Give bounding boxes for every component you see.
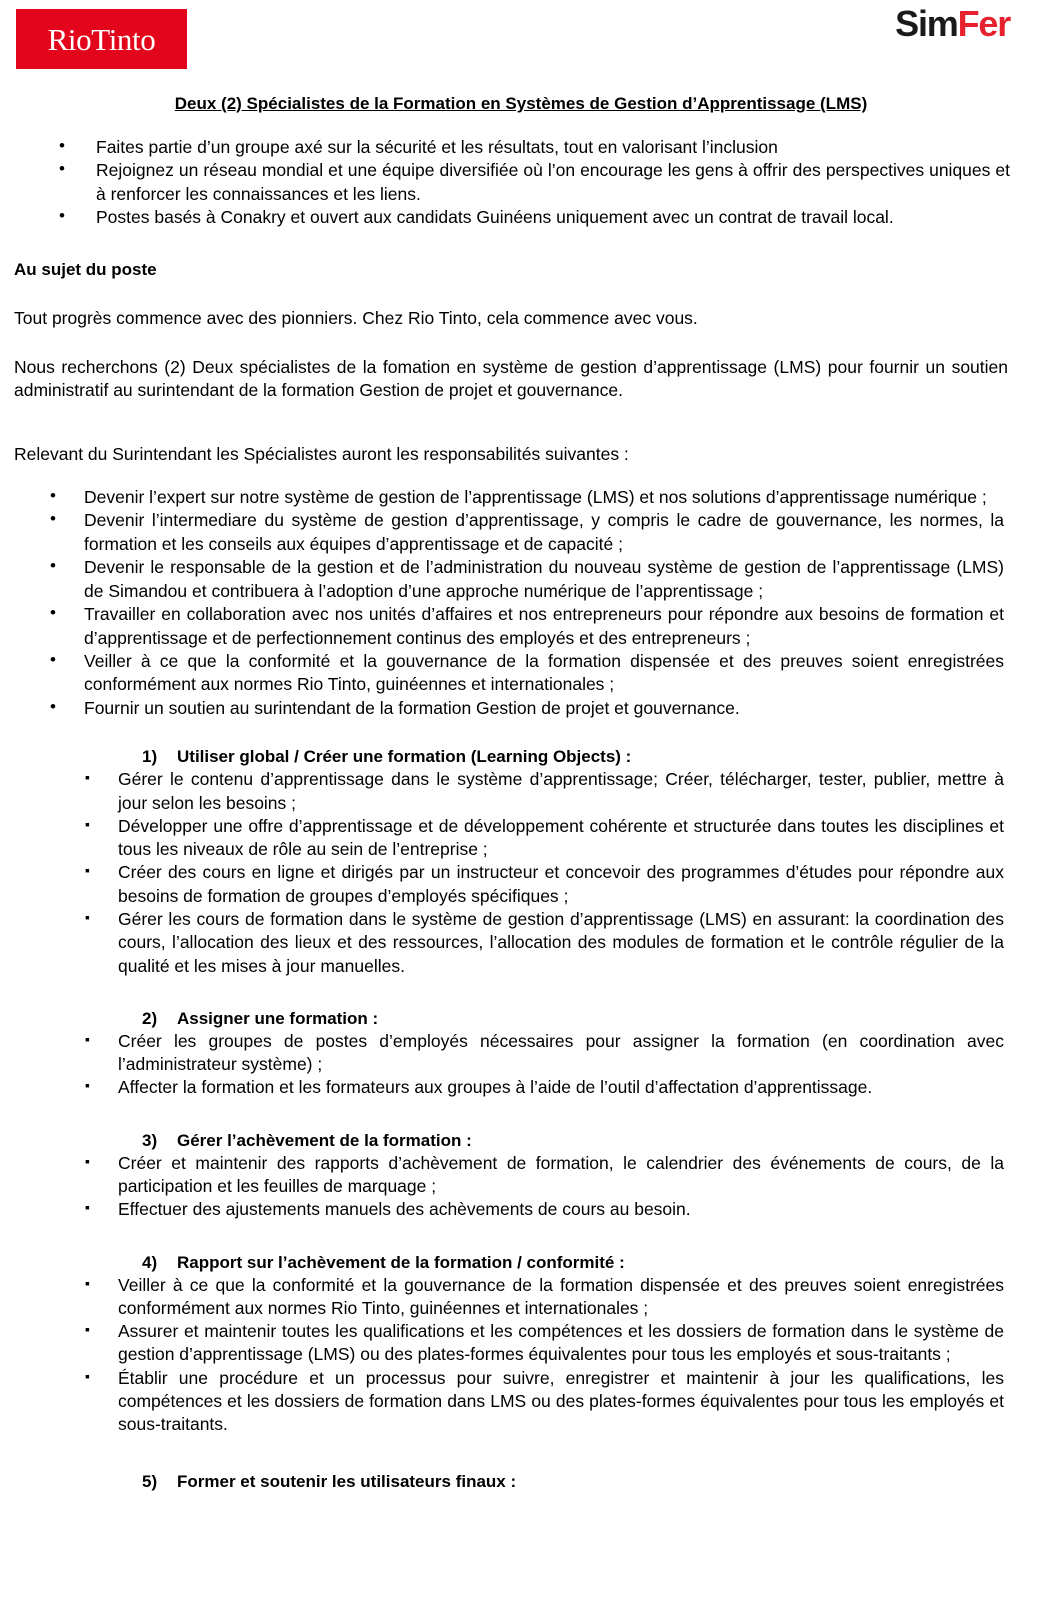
- responsibilities-list: [14, 486, 1028, 720]
- logo-header: [14, 0, 1028, 86]
- numbered-heading-2-number: 2): [142, 1008, 158, 1028]
- list-item: ▪ Effectuer des ajustements manuels des achèvements de cours au besoin.: [14, 1198, 1028, 1221]
- list-item: ▪ Affecter la formation et les formateurs aux groupes à l’aide de l’outil d’affectation d’apprentissage.: [14, 1076, 1028, 1099]
- list-item: • Devenir l’expert sur notre système de gestion de l’apprentissage (LMS) et nos solutions d’apprentissage numérique ;: [14, 486, 1028, 509]
- list-item: ▪ Gérer les cours de formation dans le système de gestion d’apprentissage (LMS) en assurant: la coordination des cours, l’allocation des lieux et des ressources, l’allocation des modules de formation et le contrôle régulier de la qualité et les mises à jour manuelles.: [14, 908, 1028, 978]
- page-title: Deux (2) Spécialistes de la Formation en Systèmes de Gestion d’Apprentissage (LMS): [174, 94, 868, 113]
- numbered-heading-5: [14, 1471, 1028, 1493]
- numbered-heading-3: [14, 1130, 1028, 1152]
- list-item: ▪ Gérer le contenu d’apprentissage dans le système d’apprentissage; Créer, télécharger, tester, publier, mettre à jour selon les besoins ;: [14, 768, 1028, 815]
- numbered-heading-1-text: Utiliser global / Créer une formation (Learning Objects) :: [177, 747, 632, 767]
- riotinto-logo-text: RioTinto: [47, 21, 156, 57]
- numbered-heading-4: [14, 1252, 1028, 1274]
- riotinto-logo: [16, 9, 187, 69]
- list-item: ▪ Créer les groupes de postes d’employés nécessaires pour assigner la formation (en coordination avec l’administrateur système) ;: [14, 1030, 1028, 1077]
- list-item: ▪ Développer une offre d’apprentissage et de développement cohérente et structurée dans toutes les disciplines et tous les niveaux de rôle au sein de l’entreprise ;: [14, 815, 1028, 862]
- list-item: ▪ Établir une procédure et un processus pour suivre, enregistrer et maintenir à jour les qualifications, les compétences et les dossiers de formation dans LMS ou des plates-formes équivalentes pour tous les employés et sous-traitants.: [14, 1367, 1028, 1437]
- list-item: ▪ Créer des cours en ligne et dirigés par un instructeur et concevoir des programmes d’études pour répondre aux besoins de formation de groupes d’employés spécifiques ;: [14, 861, 1028, 908]
- numbered-heading-2-text: Assigner une formation :: [177, 1008, 379, 1028]
- list-item: • Postes basés à Conakry et ouvert aux candidats Guinéens uniquement avec un contrat de travail local.: [14, 206, 1028, 229]
- list-item: ▪ Assurer et maintenir toutes les qualifications et les compétences et les dossiers de formation dans le système de gestion d’apprentissage (LMS) ou des plates-formes équivalentes pour tous les employés et sous-traitants ;: [14, 1320, 1028, 1367]
- about-paragraph-3: Relevant du Surintendant les Spécialistes auront les responsabilités suivantes :: [14, 443, 629, 464]
- simfer-logo-sim: Sim: [895, 3, 958, 44]
- numbered-heading-1-number: 1): [142, 747, 158, 767]
- numbered-section-2-list: [14, 1030, 1028, 1100]
- simfer-logo-fer: Fer: [957, 3, 1010, 44]
- numbered-heading-3-number: 3): [142, 1130, 158, 1150]
- numbered-heading-2: [14, 1008, 1028, 1030]
- numbered-heading-4-text: Rapport sur l’achèvement de la formation / conformité :: [177, 1252, 625, 1272]
- list-item: ▪ Veiller à ce que la conformité et la gouvernance de la formation dispensée et des preuves soient enregistrées conformément aux normes Rio Tinto, guinéennes et internationales ;: [14, 1274, 1028, 1321]
- simfer-logo: [895, 3, 1010, 44]
- numbered-section-1-list: [14, 768, 1028, 977]
- numbered-section-4-list: [14, 1274, 1028, 1437]
- numbered-heading-5-number: 5): [142, 1471, 158, 1491]
- list-item: ▪ Créer et maintenir des rapports d’achèvement de formation, le calendrier des événements de cours, de la participation et les feuilles de marquage ;: [14, 1152, 1028, 1199]
- numbered-heading-3-text: Gérer l’achèvement de la formation :: [177, 1130, 472, 1150]
- list-item: • Fournir un soutien au surintendant de la formation Gestion de projet et gouvernance.: [14, 697, 1028, 720]
- list-item: • Devenir l’intermediare du système de gestion d’apprentissage, y compris le cadre de gouvernance, les normes, la formation et les conseils aux équipes d’apprentissage et de capacité ;: [14, 509, 1028, 556]
- numbered-heading-5-text: Former et soutenir les utilisateurs finaux :: [177, 1471, 517, 1491]
- intro-bullet-list: [14, 136, 1028, 228]
- numbered-heading-1: [14, 746, 1028, 768]
- numbered-section-3-list: [14, 1152, 1028, 1222]
- about-paragraph-1: Tout progrès commence avec des pionniers. Chez Rio Tinto, cela commence avec vous.: [14, 307, 698, 328]
- list-item: • Rejoignez un réseau mondial et une équipe diversifiée où l’on encourage les gens à offrir des perspectives uniques et à renforcer les connaissances et les liens.: [14, 159, 1028, 205]
- numbered-heading-4-number: 4): [142, 1252, 158, 1272]
- section-heading-about: Au sujet du poste: [14, 259, 157, 279]
- list-item: • Veiller à ce que la conformité et la gouvernance de la formation dispensée et des preuves soient enregistrées conformément aux normes Rio Tinto, guinéennes et internationales ;: [14, 650, 1028, 697]
- list-item: • Travailler en collaboration avec nos unités d’affaires et nos entrepreneurs pour répondre aux besoins de formation et d’apprentissage et de perfectionnement continus des employés et des entrepreneurs ;: [14, 603, 1028, 650]
- about-paragraph-2: Nous recherchons (2) Deux spécialistes de la fomation en système de gestion d’apprentissage (LMS) pour fournir un soutien administratif au surintendant de la formation Gestion de projet et gouvernance.: [14, 357, 1008, 401]
- list-item: • Faites partie d’un groupe axé sur la sécurité et les résultats, tout en valorisant l’inclusion: [14, 136, 1028, 159]
- list-item: • Devenir le responsable de la gestion et de l’administration du nouveau système de gestion de l’apprentissage (LMS) de Simandou et contribuera à l’adoption d’une approche numérique de l’apprentissage ;: [14, 556, 1028, 603]
